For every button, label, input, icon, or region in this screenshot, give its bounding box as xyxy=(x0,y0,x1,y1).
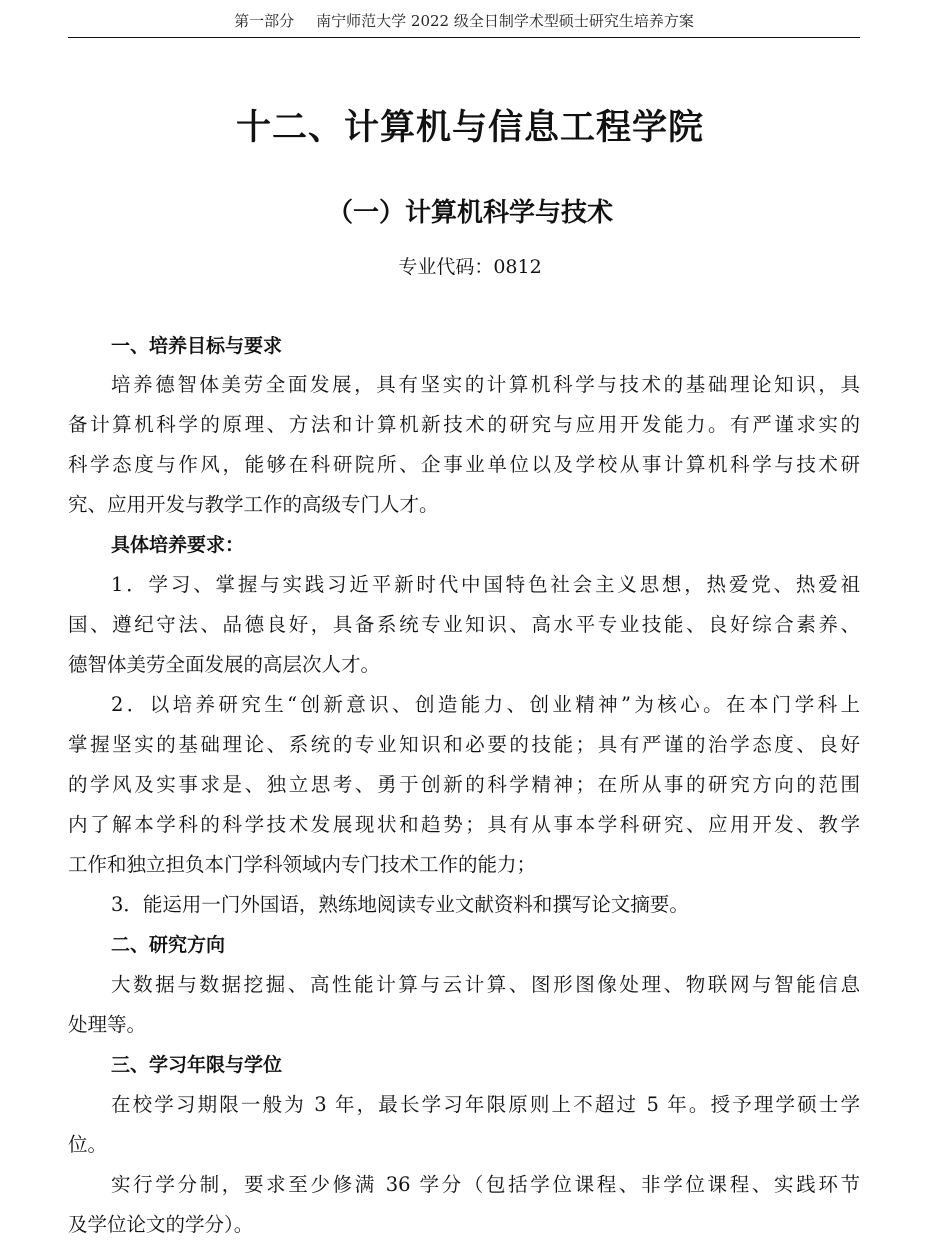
paragraph-line: 备计算机科学的原理、方法和计算机新技术的研究与应用开发能力。有严谨求实的 xyxy=(68,413,860,436)
major-code: 专业代码：0812 xyxy=(398,256,542,278)
paragraph-line: 处理等。 xyxy=(68,1013,147,1036)
section-heading-study-period-degree: 三、学习年限与学位 xyxy=(111,1054,283,1076)
paragraph-line: 及学位论文的学分）。 xyxy=(68,1213,254,1236)
requirement-1-line: 1．学习、掌握与实践习近平新时代中国特色社会主义思想，热爱党、热爱祖 xyxy=(111,573,860,596)
paragraph-line: 培养德智体美劳全面发展，具有坚实的计算机科学与技术的基础理论知识，具 xyxy=(111,373,860,396)
requirement-1-line: 德智体美劳全面发展的高层次人才。 xyxy=(68,653,381,676)
section-heading-research-directions: 二、研究方向 xyxy=(111,934,226,956)
requirement-2-line: 内了解本学科的科学技术发展现状和趋势；具有从事本学科研究、应用开发、教学 xyxy=(68,813,860,836)
paragraph-line: 大数据与数据挖掘、高性能计算与云计算、图形图像处理、物联网与智能信息 xyxy=(111,973,860,996)
subheading-specific-requirements: 具体培养要求： xyxy=(111,534,245,556)
requirement-2-line: 的学风及实事求是、独立思考、勇于创新的科学精神；在所从事的研究方向的范围 xyxy=(68,773,860,796)
major-title: （一）计算机科学与技术 xyxy=(326,198,613,228)
paragraph-line: 位。 xyxy=(68,1133,108,1156)
requirement-2-line: 工作和独立担负本门学科领域内专门技术工作的能力； xyxy=(68,853,537,876)
header-divider xyxy=(68,37,860,38)
requirement-2-line: 掌握坚实的基础理论、系统的专业知识和必要的技能；具有严谨的治学态度、良好 xyxy=(68,733,860,756)
requirement-2-line: 2．以培养研究生“创新意识、创造能力、创业精神”为核心。在本门学科上 xyxy=(111,693,860,716)
header-part: 第一部分 xyxy=(234,12,295,30)
college-title: 十二、计算机与信息工程学院 xyxy=(235,108,704,148)
section-heading-training-goals: 一、培养目标与要求 xyxy=(111,335,283,357)
paragraph-line: 实行学分制，要求至少修满 36 学分（包括学位课程、非学位课程、实践环节 xyxy=(111,1173,860,1196)
paragraph-line: 在校学习期限一般为 3 年，最长学习年限原则上不超过 5 年。授予理学硕士学 xyxy=(111,1093,860,1116)
requirement-3: 3．能运用一门外国语，熟练地阅读专业文献资料和撰写论文摘要。 xyxy=(111,893,689,916)
running-header xyxy=(68,10,860,36)
paragraph-line: 科学态度与作风，能够在科研院所、企事业单位以及学校从事计算机科学与技术研 xyxy=(68,453,860,476)
header-doc-title: 南宁师范大学 2022 级全日制学术型硕士研究生培养方案 xyxy=(316,12,694,30)
requirement-1-line: 国、遵纪守法、品德良好，具备系统专业知识、高水平专业技能、良好综合素养、 xyxy=(68,613,860,636)
paragraph-line: 究、应用开发与教学工作的高级专门人才。 xyxy=(68,493,439,516)
